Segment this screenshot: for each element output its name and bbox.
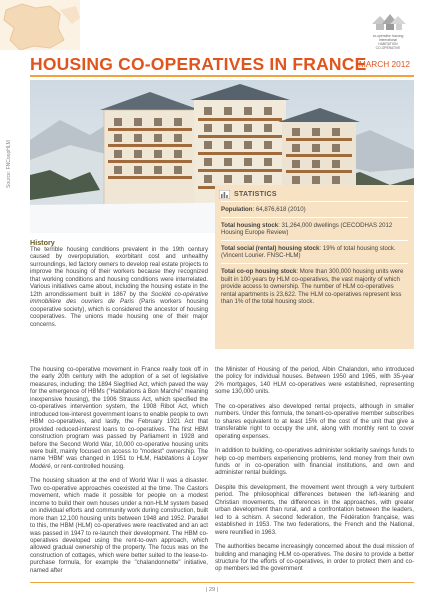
statistics-header bbox=[215, 185, 414, 201]
history-heading: History bbox=[30, 238, 55, 247]
logo-text-2: international bbox=[379, 38, 397, 42]
bar-chart-icon bbox=[219, 186, 230, 204]
stat-social-stock-value: : 19% of total housing stock. (Vincent Lourier. FNSC-HLM) bbox=[221, 244, 396, 260]
history-paragraph-2 bbox=[30, 366, 208, 470]
right-paragraph-3: In addition to building, co-operatives administer solidarity savings funds to help co-op members experiencing problems, lend money from their own funds or in co-operation with financial institutions, and own and administer rental buildings. bbox=[215, 447, 414, 477]
stat-social-stock-label: Total social (rental) housing stock bbox=[221, 244, 320, 252]
history-p1-text-a: The terrible housing conditions prevalent in the 19th century caused by overpopulation, exorbitant cost and unhealthy surroundings, led factory owners to develop real estate projects to improve the housing of their workers because they recognized that working conditions and housing conditions were interrelated. Various initiatives came about, including the housing estate in the 12th arrondissement built in 1867 by the bbox=[30, 246, 208, 298]
stat-population-value: : 64,876,618 (2010) bbox=[252, 206, 306, 213]
history-p2-hlm-name: Habitations à Loyer Modéré bbox=[30, 455, 208, 470]
history-paragraph-1 bbox=[30, 246, 208, 328]
stat-housing-stock-value: : 31,264,000 dwellings (CECODHAS 2012 Housing Europe Review) bbox=[221, 221, 393, 237]
logo-houses-icon bbox=[368, 4, 408, 34]
stat-coop-stock-label: Total co-op housing stock bbox=[221, 267, 297, 275]
stat-social-stock bbox=[215, 241, 414, 263]
page-title: HOUSING CO-OPERATIVES IN FRANCE bbox=[30, 54, 367, 74]
stat-population-label: Population bbox=[221, 206, 253, 213]
history-paragraph-3: The housing situation at the end of World War II was a disaster. Two co-operative approaches coexisted at the time. The Castors movement, which made it possible for people on a modest income to build their own houses under a non-HLM system based on individual efforts and community work during construction, built more than 12,100 housing units between 1948 and 1952. Parallel to this, the HBM (HLM) co-operatives were reactivated and an act was passed in 1947 to re-launch their development. The HBM co-operatives developed using the rent-to-own approach, which allowed gradual ownership of the property. The focus was on the construction of cottages, which were better suited to the lease-to-purchase formula, for example the "chalandonnette" initiative, named after bbox=[30, 477, 208, 574]
right-paragraph-2: The co-operatives also developed rental projects, although in smaller numbers. Under this formula, the tenant-co-operative member subscribes to shares equivalent to at least 15% of the cost of the unit that give a transferable right to occupy the unit, along with monthly rent to cover operating expenses. bbox=[215, 402, 414, 440]
left-text-column bbox=[30, 366, 208, 581]
title-row bbox=[30, 54, 410, 74]
history-p2-text-a: The housing co-operative movement in France really took off in the early 20th century with the adoption of a set of legislative measures, including: the 1894 Siegfried Act, which paved the way for the emergence of HBMs ("Habitations à Bon Marché" meaning inexpensive housing), the 1906 Strauss Act, which specified the co-operatives intervention system, the 1908 Ribot Act, which introduced low-interest government loans to enable people to own HBM co-operatives, and lastly, the February 1921 Act that provided reduced-interest loans to co-operatives. The first HBM construction program was passed by Parliament in 1928 and before the Second World War, 10,000 co-operative housing units were built, mainly focused on access to "modest" ownership. The name 'HBM' was changed in 1951 to HLM, bbox=[30, 366, 208, 463]
statistics-box bbox=[215, 185, 414, 349]
history-intro-column bbox=[30, 246, 208, 335]
history-p1-society-name: Société co-opérative immobilière des ouvriers de Paris bbox=[30, 290, 208, 306]
footer-divider bbox=[30, 582, 414, 583]
france-map-graphic bbox=[0, 0, 80, 50]
stat-coop-stock bbox=[215, 264, 414, 309]
right-paragraph-5: The authorities became increasingly concerned about the dual mission of building and managing HLM co-operatives. The desire to provide a better structure for the efforts of co-operatives, in order to protect them and co-op members led the government bbox=[215, 543, 414, 573]
right-text-column bbox=[215, 366, 414, 580]
history-p2-text-b: , or rent-controlled housing. bbox=[50, 462, 125, 470]
logo-text-4: CO-OPÉRATIVE bbox=[375, 46, 401, 50]
logo-text-3: HABITATION bbox=[378, 42, 398, 46]
cooperative-housing-logo bbox=[360, 4, 416, 56]
stat-coop-stock-value: : More than 300,000 housing units were built in 100 years by HLM co-operatives, the vast majority of which provide access to ownership. The number of HLM co-operatives rental apartments is 23,622. The HLM co-operatives represent less than 1% of the total housing stock. bbox=[221, 267, 404, 306]
stat-housing-stock-label: Total housing stock bbox=[221, 221, 279, 229]
stat-housing-stock bbox=[215, 218, 414, 240]
right-paragraph-1: the Minister of Housing of the period, Albin Chalandon, who introduced the policy for individual houses. Between 1950 and 1965, with 35-year 2% mortgages, 140 HLM co-operatives were established, representing some 130,000 units. bbox=[215, 366, 414, 396]
photo-source-credit: Source: FNCoopHLM bbox=[6, 140, 12, 188]
history-p1-text-b: (Paris workers housing cooperative society), which is considered the ancestor of housing cooperatives. The unions made housing one of their major concerns. bbox=[30, 298, 208, 328]
title-divider bbox=[30, 75, 414, 77]
logo-text-1: co-opérative housing bbox=[372, 34, 404, 38]
statistics-title: STATISTICS bbox=[234, 191, 277, 198]
page-number: | 29 | bbox=[205, 587, 219, 593]
stat-population bbox=[215, 202, 414, 217]
page-date: MARCH 2012 bbox=[358, 59, 410, 69]
right-paragraph-4: Despite this development, the movement went through a very turbulent period. The philosophical differences between the left-leaning and Christian movements, the differences in the approaches, with greater urban development than rural, and a confrontation between the leaders, led to a schism. A second federation, the Fédération française, was established in 1953. The two federations, the French and the National, were reunified in 1963. bbox=[215, 483, 414, 536]
